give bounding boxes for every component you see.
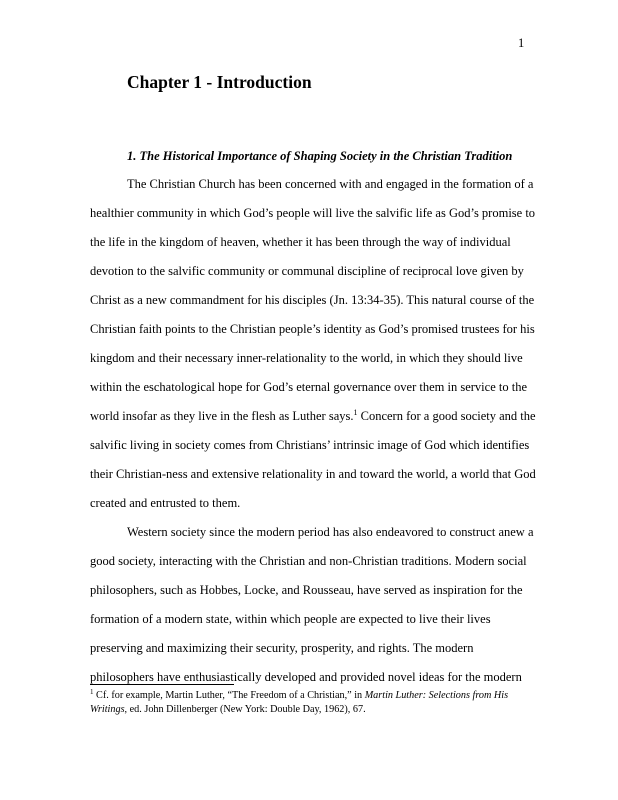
body-line: salvific living in society comes from Christians’ intrinsic image of God which identifies: [90, 438, 530, 452]
body-line: kingdom and their necessary inner-relationality to the world, in which they should live: [90, 351, 523, 365]
chapter-title: Chapter 1 - Introduction: [127, 72, 312, 92]
section-heading: 1. The Historical Importance of Shaping Society in the Christian Tradition: [127, 149, 513, 163]
footnote-marker: 1: [90, 688, 94, 696]
body-line: [90, 409, 536, 423]
body-line: devotion to the salvific community or communal discipline of reciprocal love given by: [90, 264, 524, 278]
body-line: Christian faith points to the Christian people’s identity as God’s promised trustees for his: [90, 322, 535, 336]
footnote-book-title-cont: Writings: [90, 704, 125, 715]
body-line: healthier community in which God’s people will live the salvific life as God’s promise to: [90, 206, 536, 220]
footnote-text: Cf. for example, Martin Luther, “The Freedom of a Christian,” in: [93, 690, 365, 701]
body-line: The Christian Church has been concerned with and engaged in the formation of a: [127, 177, 534, 191]
body-line: the life in the kingdom of heaven, whether it has been through the way of individual: [90, 235, 511, 249]
body-text: Concern for a good society and the: [357, 409, 536, 423]
body-line: Western society since the modern period has also endeavored to construct anew a: [127, 525, 534, 539]
body-line: preserving and maximizing their security, prosperity, and rights. The modern: [90, 641, 474, 655]
body-line: within the eschatological hope for God’s eternal governance over them in service to the: [90, 380, 527, 394]
body-line: their Christian-ness and extensive relationality in and toward the world, a world that God: [90, 467, 536, 481]
footnote: [90, 690, 508, 702]
body-line: Christ as a new commandment for his disciples (Jn. 13:34-35). This natural course of the: [90, 293, 535, 307]
footnote-divider: [90, 684, 234, 685]
body-text: world insofar as they live in the flesh as Luther says.: [90, 409, 354, 423]
body-line: created and entrusted to them.: [90, 496, 241, 510]
footnote-book-title: Martin Luther: Selections from His: [364, 690, 509, 701]
page-number: 1: [518, 36, 525, 50]
body-line: philosophers, such as Hobbes, Locke, and Rousseau, have served as inspiration for the: [90, 583, 523, 597]
footnote-reference[interactable]: 1: [353, 408, 358, 417]
footnote-continuation: [90, 704, 366, 716]
body-line: philosophers have enthusiastically developed and provided novel ideas for the modern: [90, 670, 522, 684]
body-line: formation of a modern state, within which people are expected to live their lives: [90, 612, 491, 626]
footnote-text: , ed. John Dillenberger (New York: Double Day, 1962), 67.: [124, 704, 366, 715]
body-line: good society, interacting with the Christian and non-Christian traditions. Modern social: [90, 554, 527, 568]
